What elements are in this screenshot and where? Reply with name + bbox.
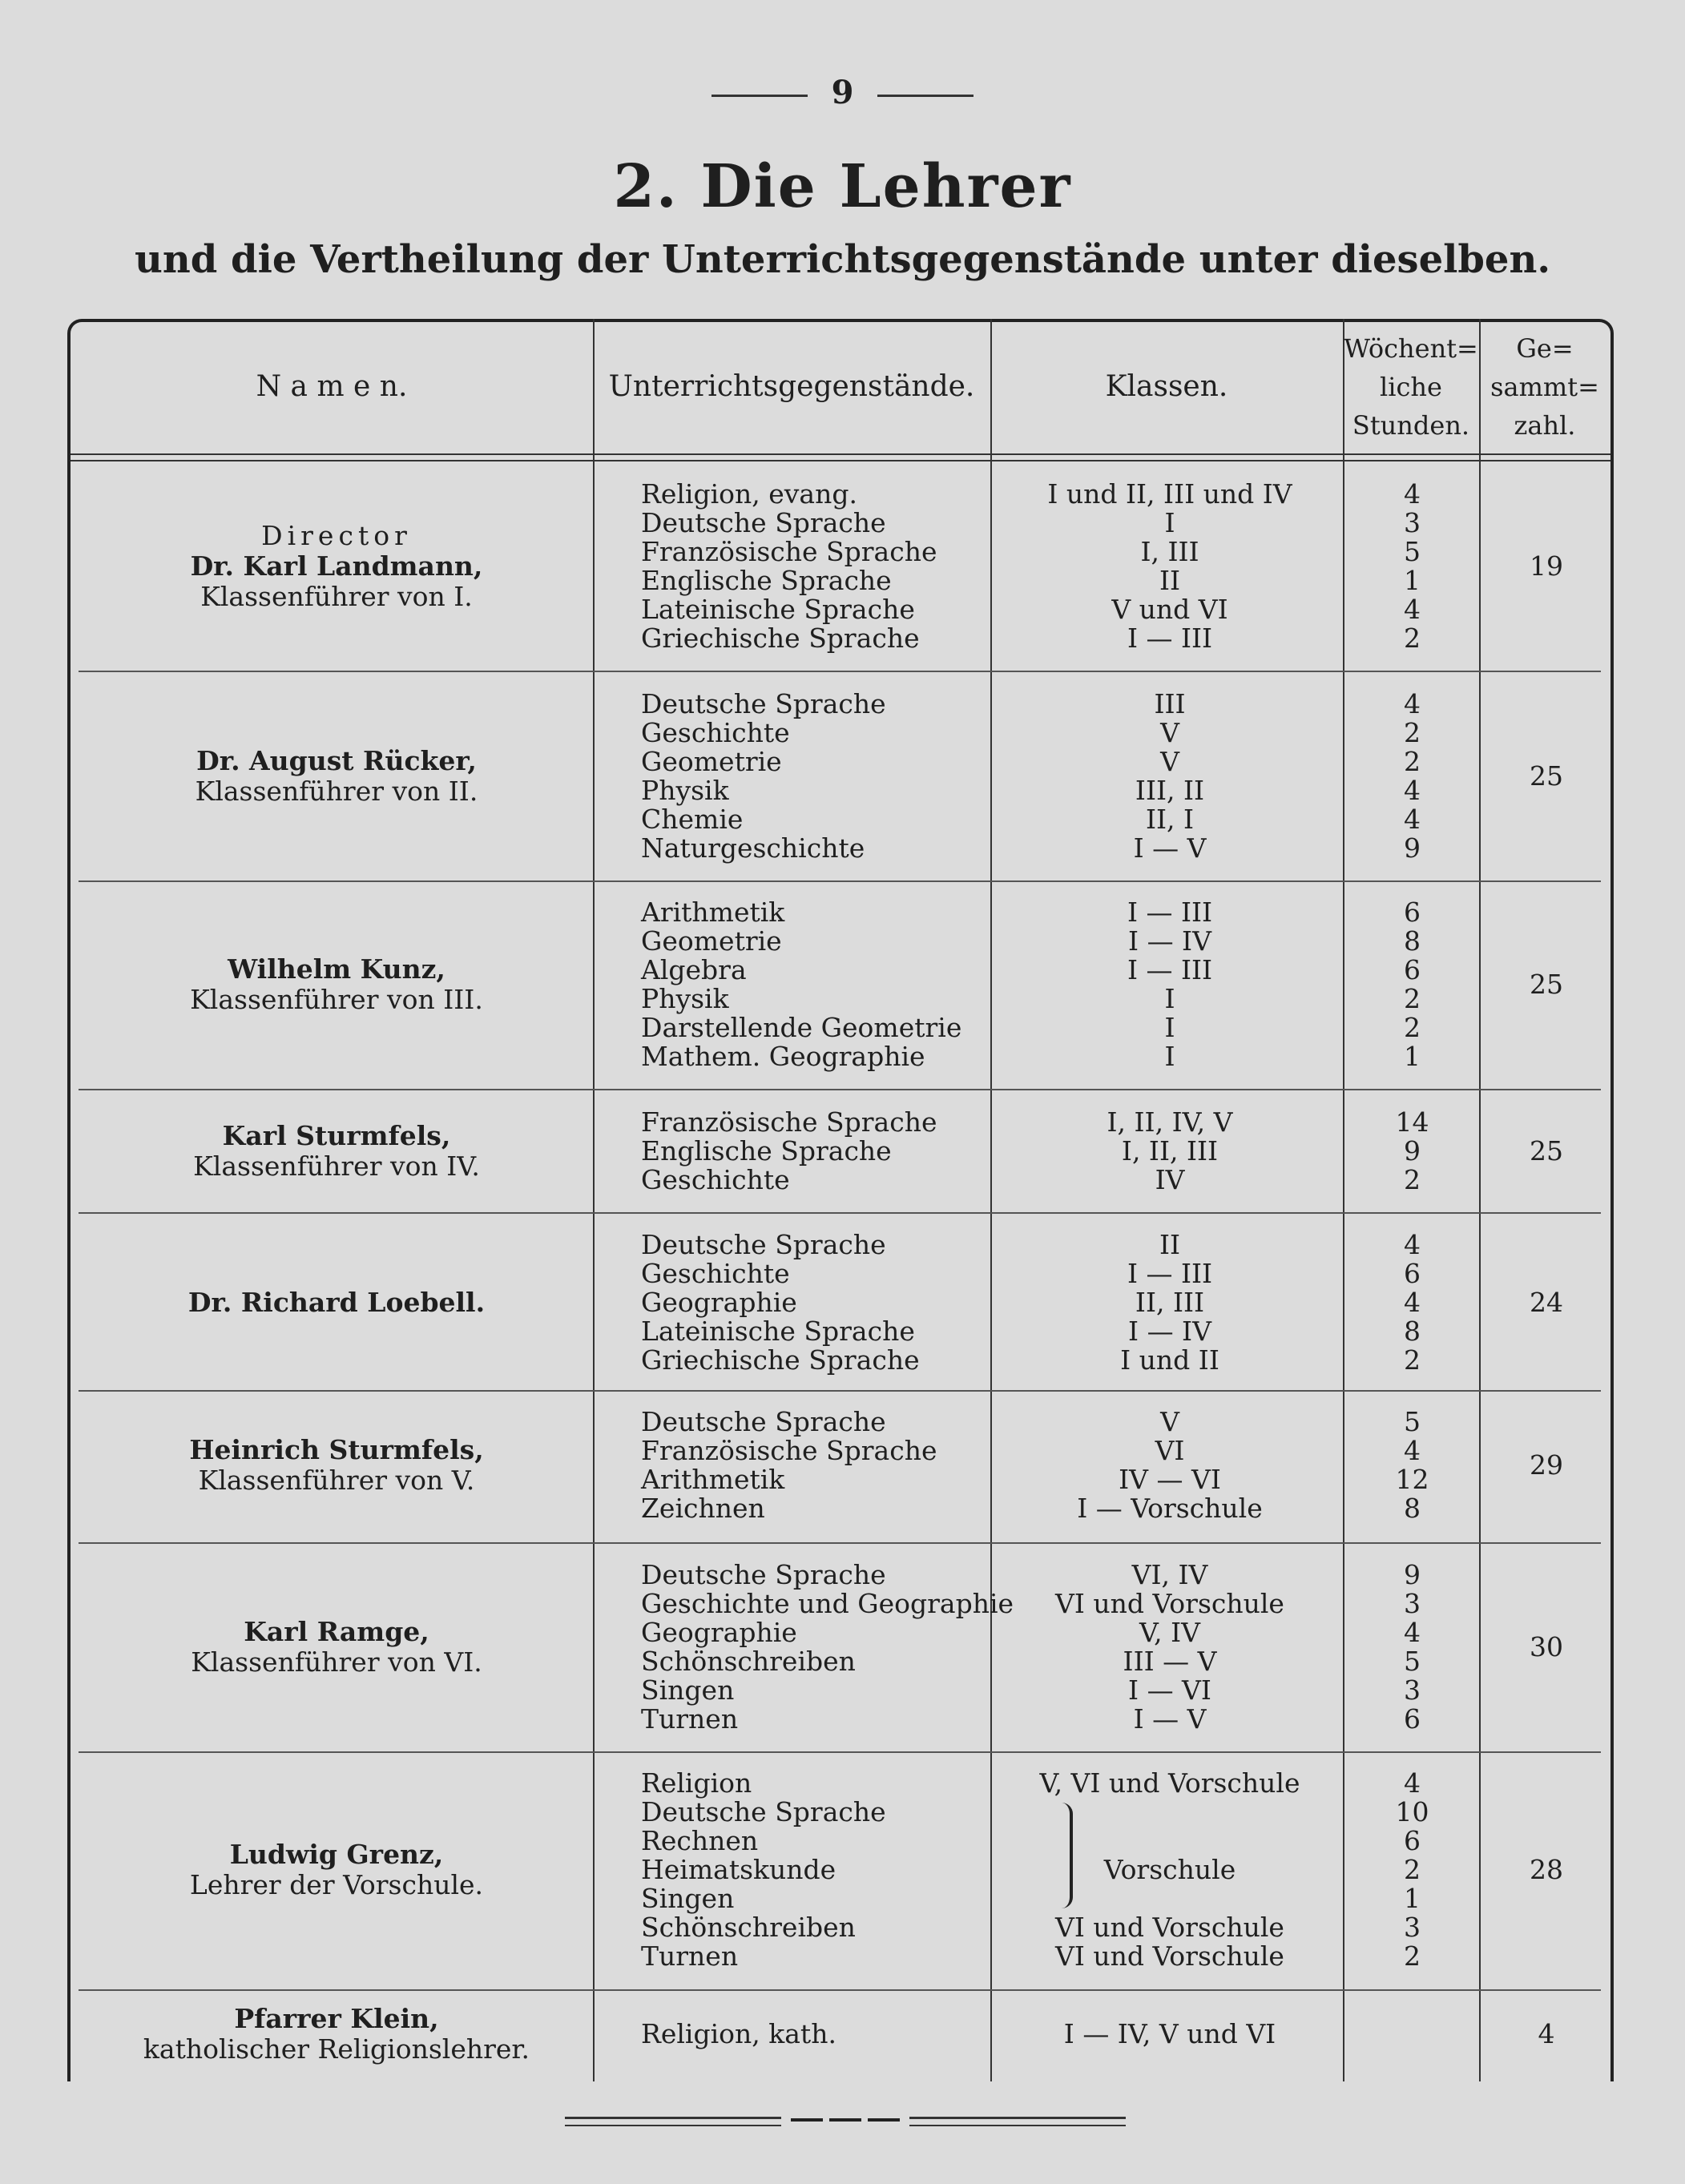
header-subjects: Unterrichtsgegenstände. [608,370,975,403]
class-entry: I — IV [1128,1316,1211,1347]
teacher-role: Klassenführer von III. [190,984,483,1015]
class-entry: I und II, III und IV [1047,478,1292,510]
subject-entry: Englische Sprache [641,1135,892,1167]
subject-entry: Singen [641,1674,735,1706]
subject-entry: Geschichte und Geographie [641,1588,1014,1619]
class-entry: I, III [1140,536,1199,567]
row-separator [79,1089,1601,1090]
subject-entry: Geschichte [641,1164,790,1195]
teacher-name: Dr. Karl Landmann, [190,550,483,582]
header-total-line: Ge= [1516,333,1574,364]
class-entry: III, II [1135,775,1205,806]
column-divider [1479,319,1481,2081]
teacher-role: Klassenführer von V. [198,1465,475,1496]
divider [877,95,974,97]
hours-entry: 2 [1404,623,1421,654]
hours-entry: 8 [1404,925,1421,957]
hours-entry: 10 [1395,1796,1429,1827]
hours-entry: 3 [1404,507,1421,538]
total-entry: 4 [1538,2018,1555,2049]
header-weekly-hours [1343,319,1479,455]
teacher-role: Klassenführer von IV. [193,1150,480,1182]
hours-entry: 4 [1404,804,1421,835]
teacher-role: Klassenführer von II. [195,776,478,807]
hours-entry: 5 [1404,1646,1421,1677]
row-separator [79,1989,1601,1991]
class-entry: I — IV, V und VI [1063,2018,1276,2049]
class-entry: IV — VI [1119,1464,1221,1495]
subject-entry: Lateinische Sprache [641,594,915,625]
hours-entry: 8 [1404,1316,1421,1347]
subject-entry: Naturgeschichte [641,832,865,864]
subject-entry: Chemie [641,804,744,835]
teacher-name: Karl Sturmfels, [222,1120,451,1151]
class-entry: VI und Vorschule [1055,1940,1284,1972]
hours-entry: 2 [1404,1012,1421,1043]
total-entry: 29 [1530,1449,1563,1481]
hours-entry: 2 [1404,746,1421,777]
class-entry: I — Vorschule [1077,1493,1263,1524]
teacher-name-cell [80,1617,593,1678]
class-entry: V [1160,1406,1179,1437]
subject-entry: Lateinische Sprache [641,1316,915,1347]
teacher-name: Heinrich Sturmfels, [189,1434,484,1465]
page-title: 2. Die Lehrer [613,152,1072,221]
total-entry: 25 [1530,969,1563,1000]
row-separator [79,1542,1601,1544]
class-entry: I [1164,507,1175,538]
subject-entry: Turnen [641,1940,739,1972]
teacher-role: Klassenführer von VI. [191,1646,482,1678]
header-weekly-hours-line: Stunden. [1352,410,1470,441]
class-entry: I [1164,983,1175,1014]
class-entry: I — III [1127,897,1213,928]
hours-entry: 4 [1404,1435,1421,1466]
subject-entry: Turnen [641,1703,739,1735]
teacher-name-cell [80,521,593,612]
class-entry: II [1159,565,1181,596]
hours-entry: 12 [1395,1464,1429,1495]
hours-entry: 3 [1404,1588,1421,1619]
footer-ornament [781,2105,909,2134]
hours-entry: 14 [1395,1106,1429,1138]
hours-entry: 4 [1404,775,1421,806]
hours-entry: 6 [1404,1825,1421,1856]
header-total [1479,319,1610,455]
subject-entry: Geschichte [641,717,790,748]
hours-entry: 2 [1404,983,1421,1014]
total-entry: 30 [1530,1631,1563,1662]
hours-entry: 1 [1404,1041,1421,1072]
class-entry: II, III [1135,1287,1205,1318]
subject-entry: Griechische Sprache [641,1344,920,1376]
teacher-name: Ludwig Grenz, [229,1839,444,1870]
teacher-name-cell [80,1121,593,1182]
hours-entry: 4 [1404,478,1421,510]
hours-entry: 8 [1404,1493,1421,1524]
class-entry: VI [1155,1435,1185,1466]
total-entry: 24 [1530,1287,1563,1318]
column-divider [593,319,595,2081]
hours-entry: 5 [1404,1406,1421,1437]
page-number [0,74,1685,111]
hours-entry: 2 [1404,1940,1421,1972]
hours-entry: 2 [1404,1344,1421,1376]
hours-entry: 9 [1404,832,1421,864]
class-entry: I — III [1127,1258,1213,1289]
subject-entry: Physik [641,775,729,806]
teacher-role: Klassenführer von I. [200,581,473,612]
subject-entry: Geographie [641,1617,797,1648]
teacher-name: Dr. Richard Loebell. [187,1287,486,1318]
hours-entry: 6 [1404,897,1421,928]
subject-entry: Religion [641,1767,752,1799]
hours-entry: 4 [1404,594,1421,625]
class-entry: III — V [1123,1646,1217,1677]
subject-entry: Geschichte [641,1258,790,1289]
total-entry: 25 [1530,1135,1563,1167]
class-entry: V, IV [1139,1617,1200,1648]
hours-entry: 4 [1404,1617,1421,1648]
hours-entry: 5 [1404,536,1421,567]
page-subtitle: und die Vertheilung der Unterrichtsgegenstände unter dieselben. [134,237,1551,282]
hours-entry: 2 [1404,717,1421,748]
subject-entry: Schönschreiben [641,1646,856,1677]
hours-entry: 2 [1404,1854,1421,1885]
subject-entry: Geometrie [641,746,782,777]
teacher-role: Lehrer der Vorschule. [189,1869,484,1900]
hours-entry: 6 [1404,954,1421,985]
subject-entry: Heimatskunde [641,1854,836,1885]
class-entry: I — V [1133,832,1207,864]
hours-entry: 6 [1404,1703,1421,1735]
row-separator [79,1212,1601,1214]
class-entry: I — III [1127,623,1213,654]
subject-entry: Deutsche Sprache [641,1229,886,1260]
subject-entry: Geometrie [641,925,782,957]
hours-entry: 4 [1404,1287,1421,1318]
teacher-role: katholischer Religionslehrer. [143,2033,530,2065]
subject-entry: Rechnen [641,1825,759,1856]
subject-entry: Deutsche Sprache [641,1796,886,1827]
subject-entry: Zeichnen [641,1493,765,1524]
teacher-name-cell [80,2004,593,2065]
class-entry: V und VI [1111,594,1228,625]
class-entry: VI und Vorschule [1055,1912,1284,1943]
class-entry: V [1160,746,1179,777]
class-entry: IV [1155,1164,1185,1195]
brace-bracket [1062,1803,1073,1908]
subject-entry: Physik [641,983,729,1014]
subject-entry: Schönschreiben [641,1912,856,1943]
header-classes: Klassen. [1105,370,1228,403]
subject-entry: Englische Sprache [641,565,892,596]
header-weekly-hours-line: Wöchent= [1344,333,1478,364]
subject-entry: Darstellende Geometrie [641,1012,962,1043]
class-entry: I — IV [1128,925,1211,957]
teacher-name: Karl Ramge, [244,1616,429,1647]
class-entry: I und II [1120,1344,1219,1376]
subject-entry: Französische Sprache [641,536,937,567]
subject-entry: Französische Sprache [641,1435,937,1466]
page-number-text: 9 [831,74,854,111]
total-entry: 25 [1530,760,1563,792]
subject-entry: Singen [641,1883,735,1914]
teacher-name-cell [80,1839,593,1900]
hours-entry: 3 [1404,1674,1421,1706]
teacher-name-cell [80,954,593,1015]
header-total-line: zahl. [1514,410,1576,441]
subject-entry: Religion, kath. [641,2018,836,2049]
column-divider [990,319,992,2081]
header-separator [71,453,1610,461]
row-separator [79,880,1601,882]
teacher-pre: Pfarrer Klein, [234,2003,439,2034]
teacher-name: Wilhelm Kunz, [228,953,445,985]
row-separator [79,1390,1601,1392]
hours-entry: 3 [1404,1912,1421,1943]
hours-entry: 4 [1404,688,1421,719]
class-entry: I, II, III [1121,1135,1219,1167]
class-entry: III [1154,688,1186,719]
total-entry: 28 [1530,1854,1563,1885]
total-entry: 19 [1530,550,1563,582]
class-entry: VI, IV [1131,1559,1208,1590]
hours-entry: 6 [1404,1258,1421,1289]
class-entry: I — V [1133,1703,1207,1735]
hours-entry: 2 [1404,1164,1421,1195]
subject-entry: Französische Sprache [641,1106,937,1138]
divider [711,95,808,97]
class-entry: II [1159,1229,1181,1260]
header-total-line: sammt= [1490,372,1599,402]
row-separator [79,1751,1601,1753]
class-entry: I — III [1127,954,1213,985]
class-entry: VI und Vorschule [1055,1588,1284,1619]
hours-entry: 4 [1404,1767,1421,1799]
subject-entry: Arithmetik [641,1464,785,1495]
hours-entry: 9 [1404,1559,1421,1590]
header-weekly-hours-line: liche [1380,372,1442,402]
subject-entry: Deutsche Sprache [641,688,886,719]
class-entry: Vorschule [1103,1854,1236,1885]
subject-entry: Mathem. Geographie [641,1041,925,1072]
subject-entry: Algebra [641,954,747,985]
class-entry: I — VI [1128,1674,1211,1706]
teacher-name-cell [80,1435,593,1496]
subject-entry: Deutsche Sprache [641,507,886,538]
subject-entry: Arithmetik [641,897,785,928]
class-entry: II, I [1145,804,1195,835]
teacher-name-cell [80,746,593,807]
subject-entry: Deutsche Sprache [641,1559,886,1590]
class-entry: I, II, IV, V [1107,1106,1233,1138]
subject-entry: Griechische Sprache [641,623,920,654]
hours-entry: 1 [1404,565,1421,596]
class-entry: V [1160,717,1179,748]
header-name: N a m e n. [256,370,408,403]
teacher-name: Dr. August Rücker, [196,745,477,776]
subject-entry: Religion, evang. [641,478,857,510]
subject-entry: Geographie [641,1287,797,1318]
subject-entry: Deutsche Sprache [641,1406,886,1437]
hours-entry: 9 [1404,1135,1421,1167]
class-entry: I [1164,1012,1175,1043]
teacher-name-cell [80,1287,593,1318]
class-entry: V, VI und Vorschule [1039,1767,1300,1799]
class-entry: I [1164,1041,1175,1072]
hours-entry: 1 [1404,1883,1421,1914]
teacher-pre: Director [261,520,412,551]
hours-entry: 4 [1404,1229,1421,1260]
row-separator [79,671,1601,672]
